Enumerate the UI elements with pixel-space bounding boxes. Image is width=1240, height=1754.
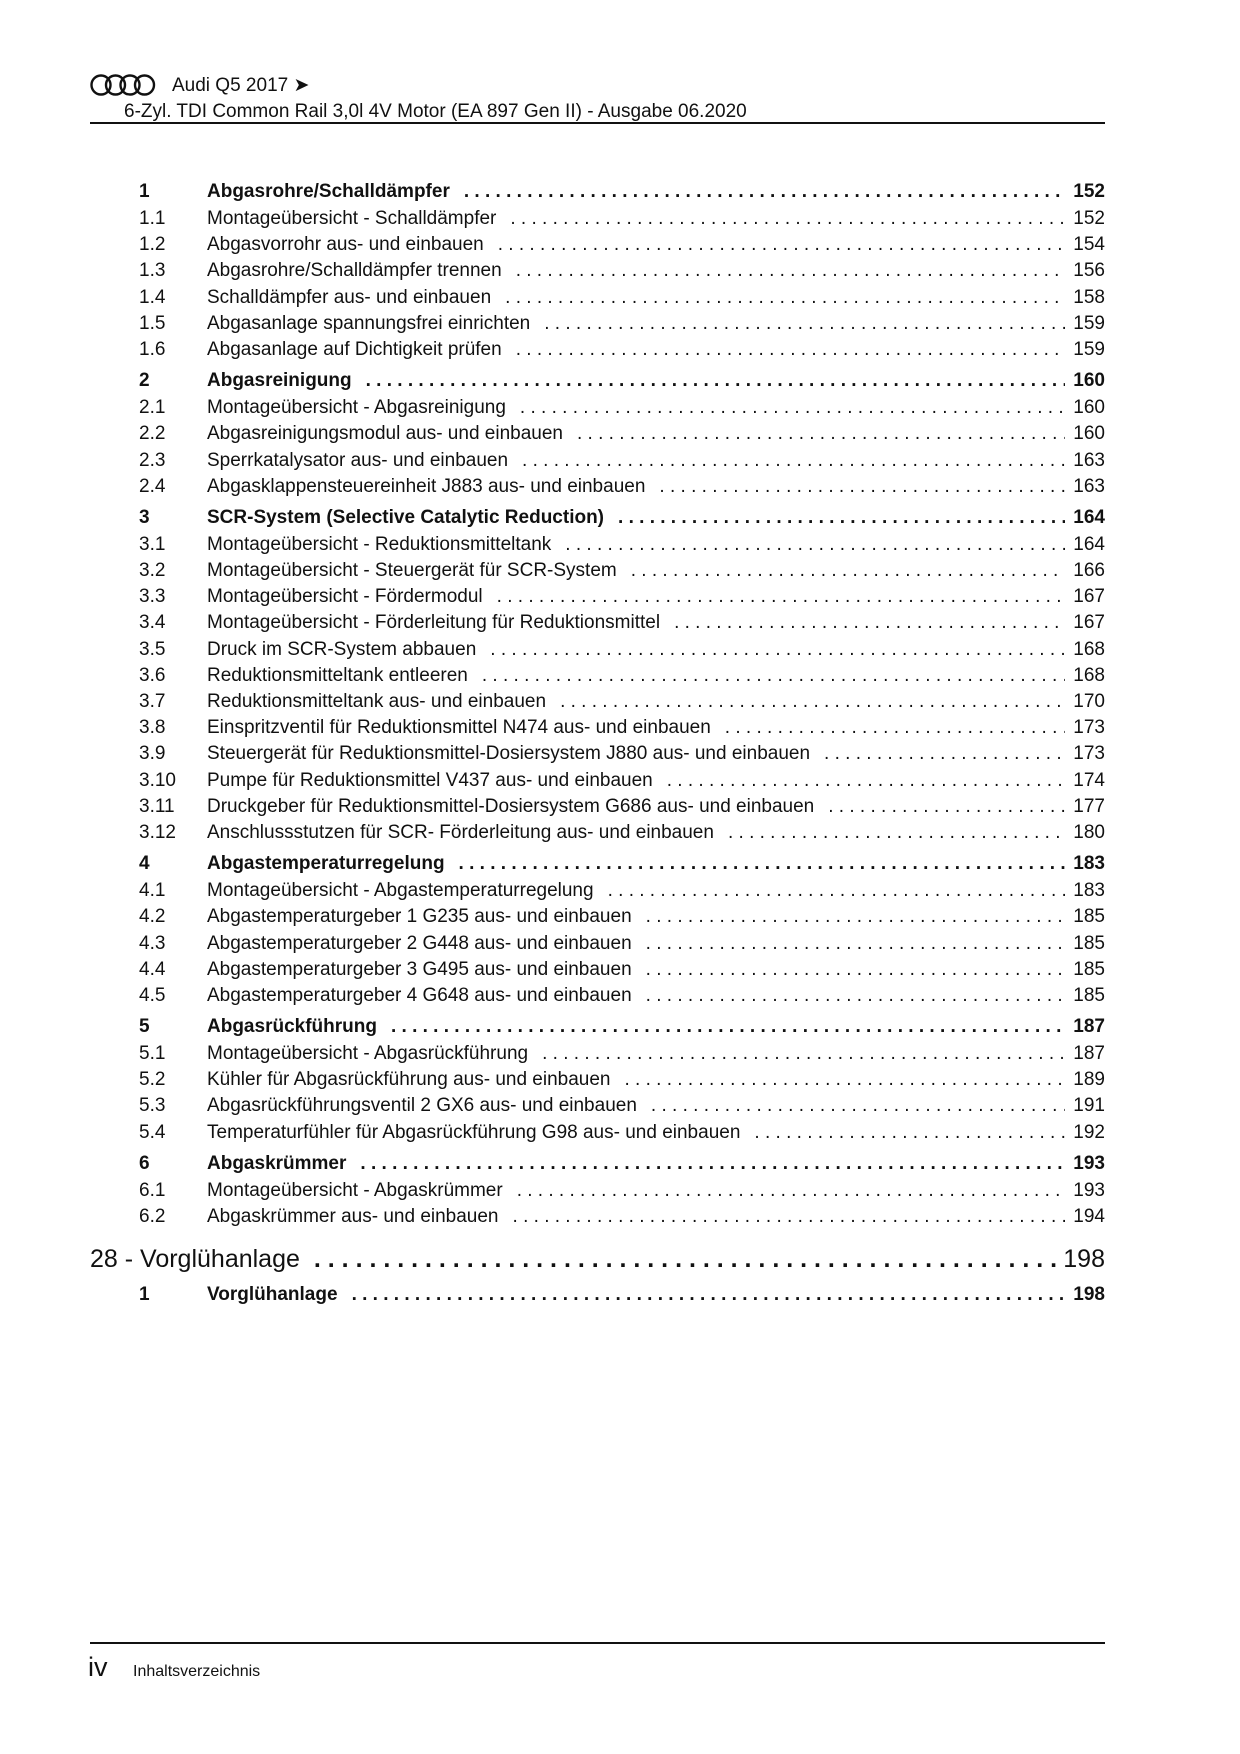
audi-rings-logo <box>90 72 156 98</box>
toc-leader-dots <box>824 743 1105 765</box>
toc-leader-dots <box>516 339 1105 361</box>
toc-entry-title: Pumpe für Reduktionsmittel V437 aus- und einbauen <box>207 769 653 791</box>
toc-leader-dots <box>631 560 1105 582</box>
toc-entry-page: 193 <box>1065 1153 1105 1175</box>
toc-leader-dots <box>391 1016 1105 1038</box>
toc-entry-number: 1.1 <box>139 208 166 229</box>
toc-entry-number: 3.5 <box>139 638 166 660</box>
table-of-contents <box>0 178 1240 1308</box>
toc-entry-title: Abgasrückführung <box>207 1016 377 1038</box>
toc-entry-number: 5.3 <box>139 1095 166 1117</box>
toc-entry-page: 191 <box>1065 1095 1105 1117</box>
toc-subsection-entry[interactable] <box>0 394 1240 420</box>
toc-entry-title: Abgastemperaturgeber 1 G235 aus- und einbauen <box>207 906 632 928</box>
footer-rule <box>90 1642 1105 1644</box>
toc-entry-number: 3.4 <box>139 612 166 634</box>
toc-entry-number: 4.1 <box>139 880 166 902</box>
toc-entry-page: 159 <box>1065 339 1105 361</box>
toc-subsection-entry[interactable] <box>0 956 1240 982</box>
toc-leader-dots <box>520 397 1105 419</box>
toc-entry-title: Reduktionsmitteltank entleeren <box>207 664 468 686</box>
toc-chapter[interactable] <box>0 1241 1240 1281</box>
toc-entry-title: Montageübersicht - Abgaskrümmer <box>207 1179 503 1201</box>
toc-section-entry[interactable] <box>0 504 1240 531</box>
toc-subsection-entry[interactable] <box>0 688 1240 714</box>
toc-subsection-entry[interactable] <box>0 1177 1240 1203</box>
toc-subsection-entry[interactable] <box>0 714 1240 740</box>
toc-subsection-entry[interactable] <box>0 231 1240 257</box>
toc-entry-title: Abgasklappensteuereinheit J883 aus- und einbauen <box>207 475 646 497</box>
toc-entry-number: 3.11 <box>139 795 175 817</box>
toc-leader-dots <box>459 853 1105 875</box>
toc-leader-dots <box>544 313 1105 335</box>
toc-leader-dots <box>352 1284 1105 1306</box>
toc-entry-title: Montageübersicht - Förderleitung für Reduktionsmittel <box>207 612 661 634</box>
toc-entry-title: Vorglühanlage <box>207 1284 338 1306</box>
toc-leader-dots <box>646 959 1105 981</box>
toc-subsection-entry[interactable] <box>0 636 1240 662</box>
toc-entry-page: 198 <box>1065 1284 1105 1306</box>
toc-entry-number: 3.6 <box>139 664 166 686</box>
toc-leader-dots <box>505 287 1105 309</box>
toc-leader-dots <box>522 450 1105 472</box>
toc-entry-title: Abgasanlage spannungsfrei einrichten <box>207 312 531 334</box>
toc-leader-dots <box>625 1069 1106 1091</box>
toc-entry-title: Abgasvorrohr aus- und einbauen <box>207 234 484 256</box>
toc-section-entry[interactable] <box>0 1150 1240 1177</box>
toc-entry-number: 4.4 <box>139 958 166 980</box>
toc-entry-page: 167 <box>1065 612 1105 634</box>
page-header <box>90 70 1105 123</box>
toc-entry-title: Montageübersicht - Steuergerät für SCR-System <box>207 560 617 582</box>
toc-entry-number: 1.2 <box>139 234 166 256</box>
toc-entry-page: 173 <box>1065 743 1105 765</box>
toc-entry-page: 173 <box>1065 717 1105 739</box>
toc-leader-dots <box>725 717 1105 739</box>
toc-entry-number: 2.3 <box>139 449 166 471</box>
toc-entry-page: 189 <box>1065 1069 1105 1091</box>
toc-entry-page: 183 <box>1065 853 1105 875</box>
toc-entry-page: 163 <box>1065 450 1105 472</box>
toc-entry-title: Abgastemperaturregelung <box>207 853 445 875</box>
toc-subsection-entry[interactable] <box>0 557 1240 583</box>
toc-entry-page: 168 <box>1065 639 1105 661</box>
toc-entry-page: 167 <box>1065 586 1105 608</box>
toc-entry-title: Montageübersicht - Abgasreinigung <box>207 397 506 419</box>
toc-entry-title: Einspritzventil für Reduktionsmittel N474 aus- und einbauen <box>207 717 711 739</box>
toc-entry-page: 170 <box>1065 691 1105 713</box>
toc-section-list <box>0 178 1240 1229</box>
toc-subsection-entry[interactable] <box>0 609 1240 635</box>
toc-leader-dots <box>828 796 1105 818</box>
toc-entry-number: 5.4 <box>139 1121 166 1143</box>
toc-leader-dots <box>366 370 1105 392</box>
toc-entry-title: Montageübersicht - Abgastemperaturregelung <box>207 880 594 902</box>
toc-subsection-entry[interactable] <box>0 531 1240 557</box>
toc-subsection-entry[interactable] <box>0 336 1240 362</box>
toc-entry-title: Kühler für Abgasrückführung aus- und einbauen <box>207 1069 611 1091</box>
toc-entry-number: 6.1 <box>139 1179 166 1201</box>
toc-leader-dots <box>482 665 1105 687</box>
toc-entry-page: 160 <box>1065 397 1105 419</box>
toc-entry-page: 160 <box>1065 423 1105 445</box>
toc-leader-dots <box>497 586 1105 608</box>
toc-leader-dots <box>565 534 1105 556</box>
toc-leader-dots <box>659 476 1105 498</box>
toc-leader-dots <box>360 1153 1105 1175</box>
toc-entry-title: Abgastemperaturgeber 4 G648 aus- und einbauen <box>207 984 632 1006</box>
toc-entry-page: 187 <box>1065 1016 1105 1038</box>
toc-entry-title: Abgastemperaturgeber 2 G448 aus- und einbauen <box>207 932 632 954</box>
toc-entry-title: Abgaskrümmer <box>207 1152 347 1174</box>
toc-entry-title: Druckgeber für Reduktionsmittel-Dosiersystem G686 aus- und einbauen <box>207 795 815 817</box>
toc-entry-title: Abgasrohre/Schalldämpfer trennen <box>207 260 502 282</box>
toc-entry-page: 177 <box>1065 796 1105 818</box>
toc-subsection-entry[interactable] <box>0 284 1240 310</box>
toc-subsection-entry[interactable] <box>0 819 1240 845</box>
toc-leader-dots <box>754 1122 1105 1144</box>
toc-subsection-entry[interactable] <box>0 583 1240 609</box>
toc-subsection-entry[interactable] <box>0 767 1240 793</box>
footer-page-number: iv <box>88 1652 108 1682</box>
toc-leader-dots <box>646 933 1105 955</box>
toc-subsection-entry[interactable] <box>0 903 1240 929</box>
toc-entry-page: 187 <box>1065 1043 1105 1065</box>
toc-subsection-entry[interactable] <box>0 1040 1240 1066</box>
toc-entry-title: Anschlussstutzen für SCR- Förderleitung aus- und einbauen <box>207 821 714 843</box>
toc-entry-number: 5.1 <box>139 1043 166 1065</box>
toc-entry-page: 152 <box>1065 181 1105 203</box>
toc-leader-dots <box>464 181 1105 203</box>
toc-leader-dots <box>510 208 1105 230</box>
toc-entry-title: Schalldämpfer aus- und einbauen <box>207 286 492 308</box>
toc-entry-page: 174 <box>1065 770 1105 792</box>
toc-leader-dots <box>651 1095 1105 1117</box>
toc-subsection-entry[interactable] <box>0 447 1240 473</box>
toc-entry-page: 192 <box>1065 1122 1105 1144</box>
toc-leader-dots <box>618 507 1105 529</box>
toc-entry-number: 1.3 <box>139 260 166 282</box>
toc-leader-dots <box>560 691 1105 713</box>
toc-entry-title: Steuergerät für Reduktionsmittel-Dosiersystem J880 aus- und einbauen <box>207 743 811 765</box>
toc-subsection-entry[interactable] <box>0 793 1240 819</box>
toc-leader-dots <box>646 985 1105 1007</box>
toc-subsection-entry[interactable] <box>0 740 1240 766</box>
toc-entry-page: 168 <box>1065 665 1105 687</box>
toc-chapter-title: 28 - Vorglühanlage <box>90 1245 300 1274</box>
toc-subsection-entry[interactable] <box>0 1119 1240 1145</box>
toc-entry-title: Temperaturfühler für Abgasrückführung G98 aus- und einbauen <box>207 1121 741 1143</box>
toc-leader-dots <box>577 423 1105 445</box>
toc-subsection-entry[interactable] <box>0 205 1240 231</box>
toc-entry-number: 1.4 <box>139 286 166 308</box>
toc-entry-number: 3.10 <box>139 769 176 791</box>
toc-leader-dots <box>542 1043 1105 1065</box>
toc-entry-page: 164 <box>1065 507 1105 529</box>
toc-entry-title: Abgasreinigungsmodul aus- und einbauen <box>207 423 563 445</box>
toc-leader-dots <box>314 1245 1105 1274</box>
toc-leader-dots <box>728 822 1105 844</box>
toc-entry-title: Abgasrückführungsventil 2 GX6 aus- und einbauen <box>207 1095 637 1117</box>
toc-entry-number: 2.4 <box>139 475 166 497</box>
toc-leader-dots <box>646 906 1105 928</box>
toc-entry-title: Abgasrohre/Schalldämpfer <box>207 181 450 202</box>
toc-subsection-entry[interactable] <box>0 310 1240 336</box>
toc-subsection-entry[interactable] <box>0 257 1240 283</box>
toc-subsection-entry[interactable] <box>0 1092 1240 1118</box>
toc-subsection-entry[interactable] <box>0 1066 1240 1092</box>
toc-entry-number: 1.5 <box>139 312 166 334</box>
toc-entry-page: 185 <box>1065 959 1105 981</box>
footer-label: Inhaltsverzeichnis <box>133 1663 261 1680</box>
toc-entry-title: Druck im SCR-System abbauen <box>207 638 477 660</box>
toc-entry-page: 160 <box>1065 370 1105 392</box>
toc-entry-page: 159 <box>1065 313 1105 335</box>
toc-subsection-entry[interactable] <box>0 982 1240 1008</box>
toc-entry-number: 1.6 <box>139 338 166 360</box>
toc-entry-number: 4.3 <box>139 932 166 954</box>
toc-entry-page: 185 <box>1065 906 1105 928</box>
toc-entry-page: 185 <box>1065 933 1105 955</box>
toc-entry-page: 164 <box>1065 534 1105 556</box>
toc-leader-dots <box>513 1206 1105 1228</box>
toc-entry-page: 154 <box>1065 234 1105 256</box>
toc-entry-number: 2.2 <box>139 423 166 445</box>
toc-section-entry[interactable] <box>0 367 1240 394</box>
toc-entry-page: 152 <box>1065 208 1105 230</box>
toc-entry-title: Sperrkatalysator aus- und einbauen <box>207 449 509 471</box>
document-title: Audi Q5 2017 ➤ <box>172 74 310 96</box>
toc-subsection-entry[interactable] <box>0 420 1240 446</box>
toc-entry-page: 193 <box>1065 1180 1105 1202</box>
toc-leader-dots <box>608 880 1105 902</box>
toc-entry-number: 1 <box>139 1284 150 1306</box>
toc-entry-page: 185 <box>1065 985 1105 1007</box>
toc-entry-title: Abgastemperaturgeber 3 G495 aus- und einbauen <box>207 958 632 980</box>
toc-entry-number: 2 <box>139 370 150 392</box>
toc-entry-number: 3.8 <box>139 717 166 739</box>
toc-entry-number: 5 <box>139 1016 150 1038</box>
toc-entry-title: Montageübersicht - Reduktionsmitteltank <box>207 533 552 555</box>
toc-entry-title: Abgasreinigung <box>207 370 352 392</box>
toc-entry-number: 3.7 <box>139 691 166 712</box>
toc-leader-dots <box>517 1180 1105 1202</box>
toc-entry-number: 3.3 <box>139 586 166 608</box>
toc-entry-number: 1 <box>139 181 150 202</box>
toc-entry-page: 163 <box>1065 476 1105 498</box>
toc-entry-title: SCR-System (Selective Catalytic Reduction) <box>207 506 605 528</box>
toc-entry-title: Montageübersicht - Schalldämpfer <box>207 208 497 229</box>
toc-entry-page: 194 <box>1065 1206 1105 1228</box>
toc-leader-dots <box>490 639 1105 661</box>
toc-entry-page: 166 <box>1065 560 1105 582</box>
toc-entry-page: 180 <box>1065 822 1105 844</box>
toc-entry-number: 3.9 <box>139 743 166 765</box>
toc-entry-number: 4.5 <box>139 984 166 1006</box>
toc-leader-dots <box>498 234 1105 256</box>
toc-subsection-entry[interactable] <box>0 1203 1240 1229</box>
toc-entry-number: 3.12 <box>139 821 176 843</box>
toc-entry-page: 156 <box>1065 260 1105 282</box>
header-rule <box>90 122 1105 124</box>
toc-section-entry[interactable] <box>0 178 1240 205</box>
toc-entry-number: 4 <box>139 853 150 875</box>
toc-leader-dots <box>516 260 1105 282</box>
toc-entry-number: 3 <box>139 506 150 528</box>
toc-entry-number: 4.2 <box>139 906 166 928</box>
toc-entry-page: 183 <box>1065 880 1105 902</box>
toc-entry-title: Montageübersicht - Fördermodul <box>207 586 483 608</box>
toc-entry-number: 3.1 <box>139 533 166 555</box>
toc-subsection-entry[interactable] <box>0 877 1240 903</box>
toc-section-entry[interactable] <box>0 1281 1240 1308</box>
toc-entry-number: 5.2 <box>139 1069 166 1091</box>
toc-entry-page: 158 <box>1065 287 1105 309</box>
toc-subsection-entry[interactable] <box>0 473 1240 499</box>
toc-leader-dots <box>674 612 1105 634</box>
toc-entry-title: Abgaskrümmer aus- und einbauen <box>207 1206 499 1227</box>
toc-entry-number: 2.1 <box>139 397 166 419</box>
toc-chapter-page: 198 <box>1059 1245 1105 1274</box>
toc-subsection-entry[interactable] <box>0 662 1240 688</box>
toc-entry-number: 6 <box>139 1152 150 1174</box>
toc-chapter-items <box>0 1281 1240 1308</box>
toc-entry-title: Reduktionsmitteltank aus- und einbauen <box>207 691 547 712</box>
toc-entry-number: 6.2 <box>139 1206 166 1227</box>
toc-leader-dots <box>667 770 1105 792</box>
document-subtitle: 6-Zyl. TDI Common Rail 3,0l 4V Motor (EA 897 Gen II) - Ausgabe 06.2020 <box>124 101 747 122</box>
toc-entry-title: Abgasanlage auf Dichtigkeit prüfen <box>207 338 502 360</box>
toc-entry-title: Montageübersicht - Abgasrückführung <box>207 1043 529 1065</box>
toc-section-entry[interactable] <box>0 1013 1240 1040</box>
toc-entry-number: 3.2 <box>139 560 166 582</box>
toc-section-entry[interactable] <box>0 850 1240 877</box>
toc-subsection-entry[interactable] <box>0 930 1240 956</box>
